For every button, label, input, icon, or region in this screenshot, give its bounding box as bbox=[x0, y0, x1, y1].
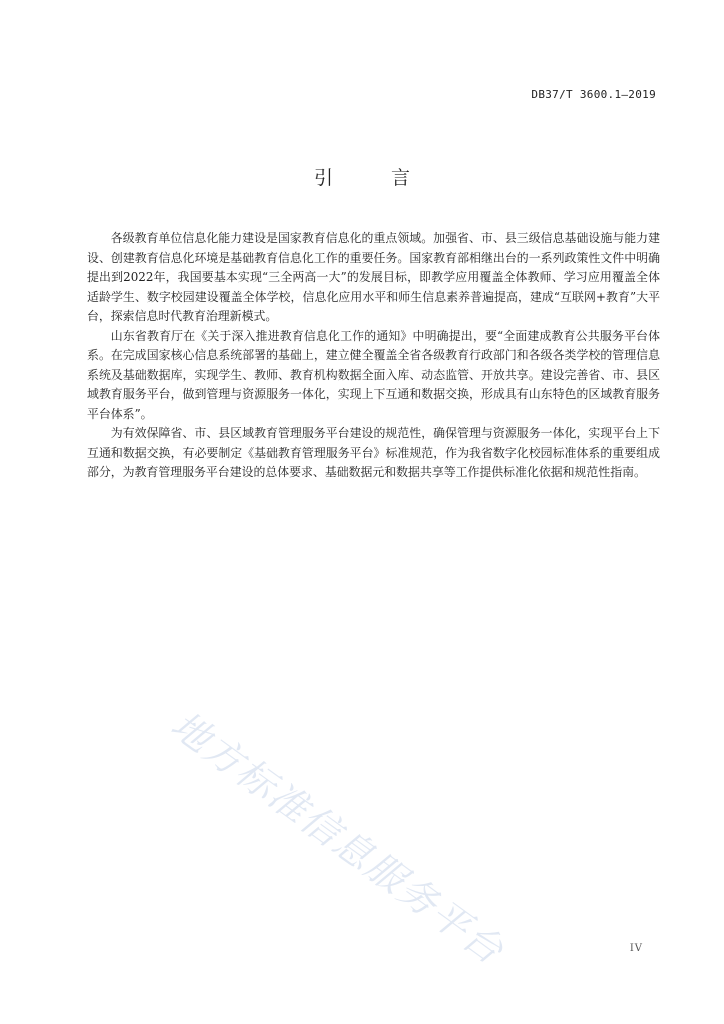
body-text bbox=[87, 229, 660, 483]
page-title bbox=[0, 163, 724, 190]
page-number: IV bbox=[629, 943, 643, 954]
document-code: DB37/T 3600.1—2019 bbox=[531, 88, 656, 101]
title-char-1: 引 bbox=[313, 167, 333, 189]
paragraph-3: 为有效保障省、市、县区域教育管理服务平台建设的规范性，确保管理与资源服务一体化，实现平台上下互通和数据交换，有必要制定《基础教育管理服务平台》标准规范，作为我省数字化校园标准体系的重要组成部分，为教育管理服务平台建设的总体要求、基础数据元和数据共享等工作提供标准化依据和规范性指南。 bbox=[87, 426, 660, 479]
watermark: 地方标准信息服务平台 bbox=[163, 702, 513, 974]
paragraph-2: 山东省教育厅在《关于深入推进教育信息化工作的通知》中明确提出，要“全面建成教育公共服务平台体系。在完成国家核心信息系统部署的基础上，建立健全覆盖全省各级教育行政部门和各级各类学校的管理信息系统及基础数据库，实现学生、教师、教育机构数据全面入库、动态监管、开放共享。建设完善省、市、县区域教育服务平台，做到管理与资源服务一体化，实现上下互通和数据交换，形成具有山东特色的区域教育服务平台体系”。 bbox=[87, 328, 660, 421]
title-char-2: 言 bbox=[391, 167, 411, 189]
paragraph-1: 各级教育单位信息化能力建设是国家教育信息化的重点领域。加强省、市、县三级信息基础设施与能力建设、创建教育信息化环境是基础教育信息化工作的重要任务。国家教育部相继出台的一系列政策性文件中明确提出到2022年，我国要基本实现“三全两高一大”的发展目标，即教学应用覆盖全体教师、学习应用覆盖全体适龄学生、数字校园建设覆盖全体学校，信息化应用水平和师生信息素养普遍提高，建成“互联网+教育”大平台，探索信息时代教育治理新模式。 bbox=[87, 231, 660, 323]
